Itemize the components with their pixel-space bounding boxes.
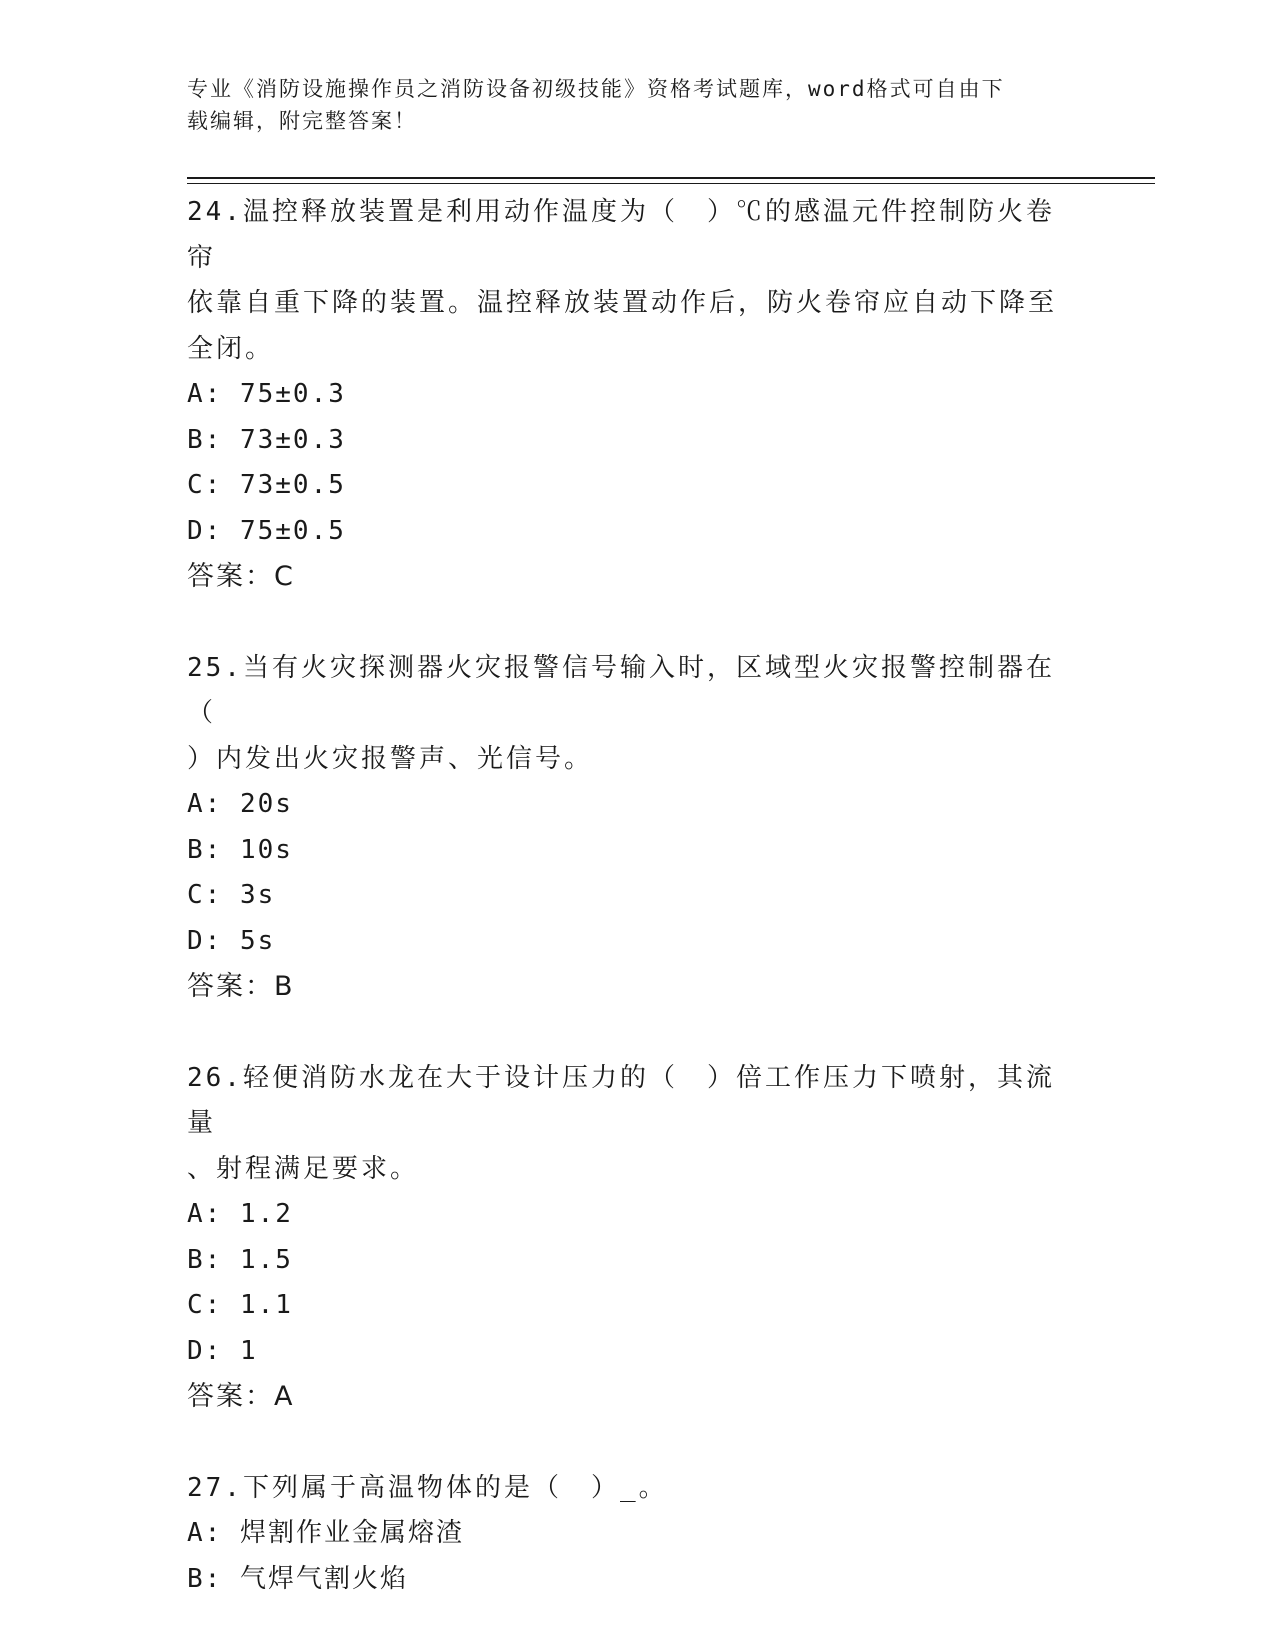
answer: 答案：C <box>187 561 295 592</box>
question-text-line: 26.轻便消防水龙在大于设计压力的（ ）倍工作压力下喷射，其流量 <box>187 1062 1055 1138</box>
option-d: D: 5s <box>187 925 276 956</box>
question-text-line: 全闭。 <box>187 333 275 364</box>
header-divider-thin <box>187 183 1155 184</box>
question-26 <box>187 1056 1077 1420</box>
question-27 <box>187 1466 1077 1603</box>
question-text-line: 24.温控释放装置是利用动作温度为（ ）℃的感温元件控制防火卷帘 <box>187 197 1055 273</box>
header-line-1: 专业《消防设施操作员之消防设备初级技能》资格考试题库，word格式可自由下 <box>187 77 1005 101</box>
option-c: C: 3s <box>187 880 276 910</box>
question-text-line: ）内发出火灾报警声、光信号。 <box>187 743 594 774</box>
question-text-line: 25.当有火灾探测器火灾报警信号输入时，区域型火灾报警控制器在（ <box>187 652 1055 728</box>
answer: 答案：A <box>187 1381 295 1412</box>
option-b: B: 10s <box>187 834 293 865</box>
option-d: D: 1 <box>187 1335 258 1366</box>
header-divider-thick <box>187 177 1155 179</box>
option-b: B: 1.5 <box>187 1244 293 1275</box>
option-a: A: 20s <box>187 789 293 819</box>
question-25 <box>187 646 1077 1010</box>
question-text-line: 依靠自重下降的装置。温控释放装置动作后，防火卷帘应自动下降至 <box>187 288 1058 318</box>
header-line-2: 载编辑，附完整答案！ <box>187 109 417 133</box>
option-a: A: 75±0.3 <box>187 379 346 409</box>
option-d: D: 75±0.5 <box>187 515 346 546</box>
option-a: A: 焊割作业金属熔渣 <box>187 1518 464 1548</box>
question-text-line: 27.下列属于高温物体的是（ ）_。 <box>187 1472 668 1503</box>
question-text-line: 、射程满足要求。 <box>187 1153 420 1184</box>
document-header <box>187 73 1067 137</box>
question-list <box>187 190 1077 1648</box>
option-a: A: 1.2 <box>187 1199 293 1229</box>
option-b: B: 73±0.3 <box>187 424 346 455</box>
question-24 <box>187 190 1077 600</box>
option-c: C: 1.1 <box>187 1290 293 1320</box>
answer: 答案：B <box>187 971 295 1002</box>
option-b: B: 气焊气割火焰 <box>187 1563 408 1594</box>
option-c: C: 73±0.5 <box>187 470 346 500</box>
